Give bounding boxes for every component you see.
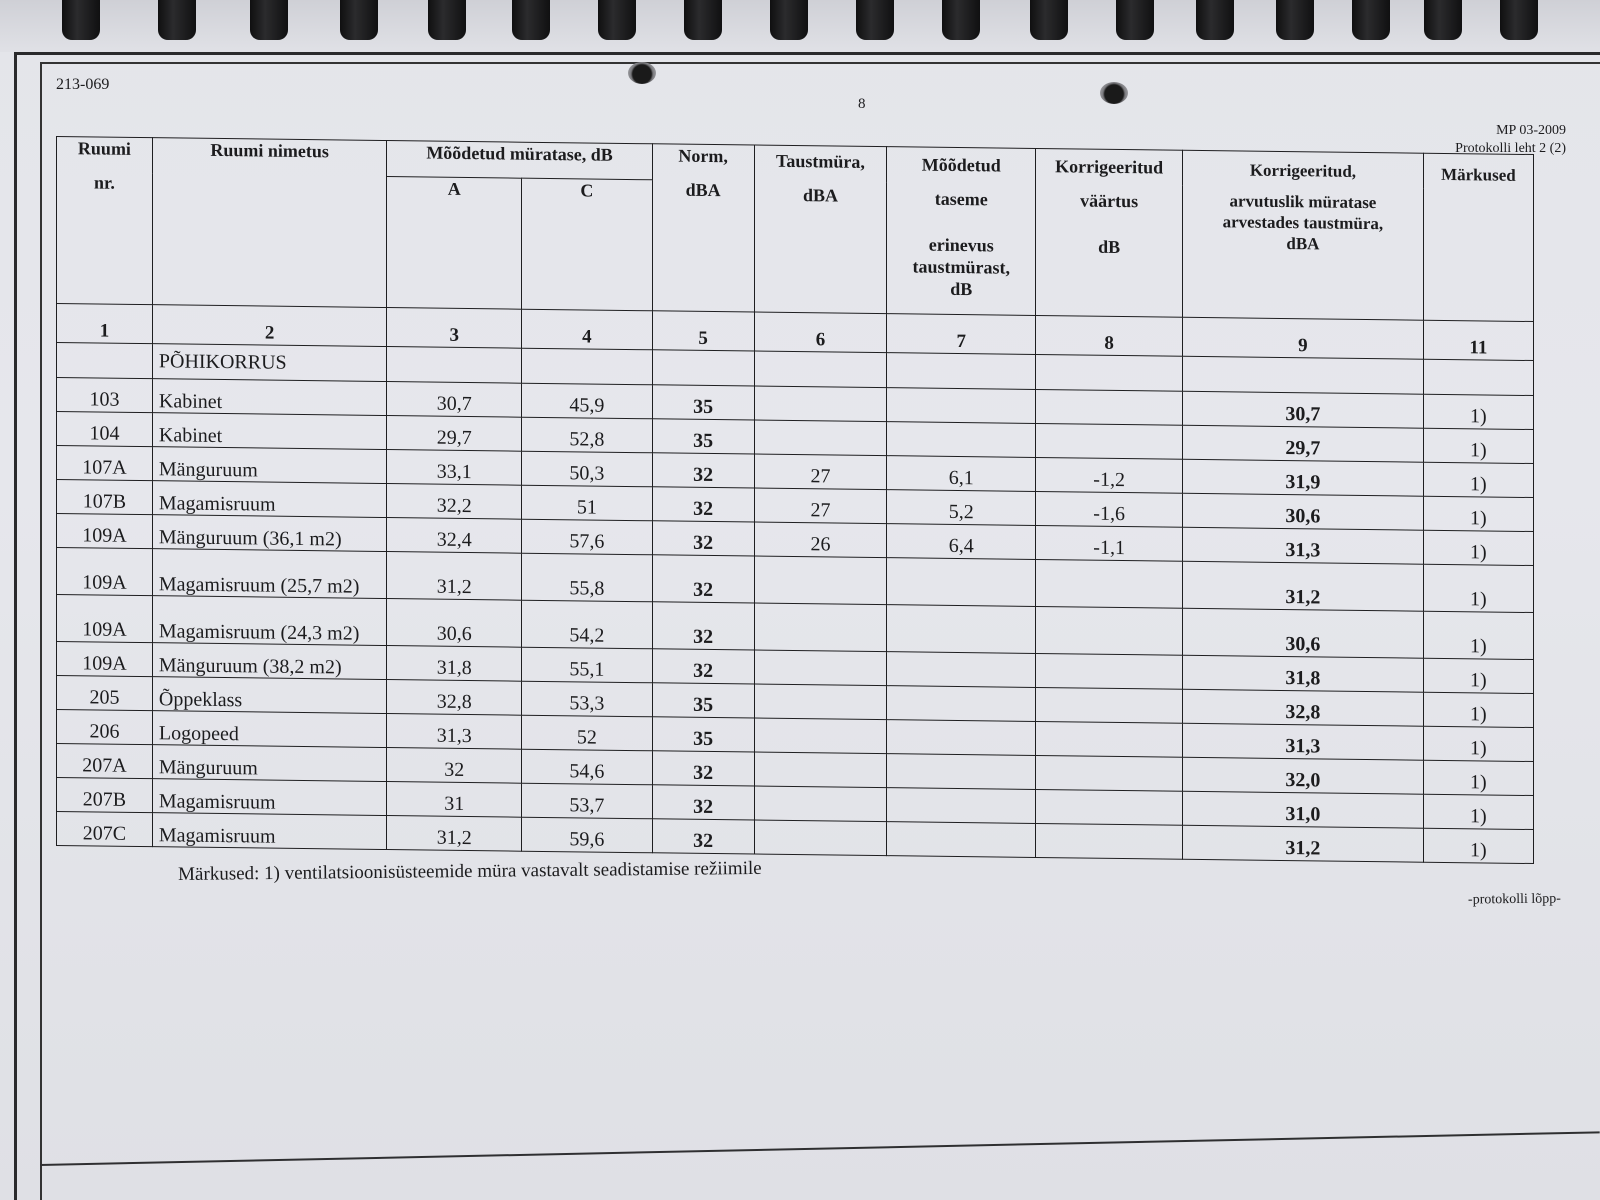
noise-table-wrapper — [56, 136, 1534, 864]
punch-hole — [1100, 82, 1128, 104]
binding-coil — [1500, 0, 1538, 40]
page-edge-top — [14, 52, 1600, 55]
room-name: Logopeed — [152, 711, 387, 748]
level-a: 29,7 — [387, 416, 522, 452]
remark: 1) — [1423, 658, 1533, 693]
background-noise — [754, 718, 887, 754]
correction-value — [1036, 823, 1183, 859]
header-remarks: Märkused — [1423, 153, 1533, 321]
level-difference — [887, 822, 1036, 858]
correction-value: -1,2 — [1036, 457, 1183, 493]
level-c: 52,8 — [522, 417, 653, 453]
level-difference — [887, 686, 1036, 722]
room-number: 104 — [57, 412, 153, 447]
level-difference: 6,4 — [887, 524, 1036, 560]
page-edge-left — [14, 52, 17, 1200]
binding-coil — [1276, 0, 1314, 40]
correction-value — [1036, 721, 1183, 757]
binding-coil — [1116, 0, 1154, 40]
binding-coil — [770, 0, 808, 40]
remark: 1) — [1423, 828, 1533, 863]
level-c: 53,7 — [522, 783, 653, 819]
protocol-code: MP 03-2009 — [1496, 123, 1566, 138]
room-number: 107B — [57, 480, 153, 515]
remark: 1) — [1423, 530, 1533, 565]
level-difference: 5,2 — [887, 490, 1036, 526]
level-difference — [887, 788, 1036, 824]
binding-coil — [856, 0, 894, 40]
background-noise: 27 — [754, 488, 887, 524]
level-difference — [887, 652, 1036, 688]
end-of-protocol: -protokolli lõpp- — [1467, 891, 1562, 908]
header-room-name: Ruumi nimetus — [152, 138, 387, 308]
room-name: Magamisruum — [152, 481, 387, 518]
column-number: 3 — [387, 308, 522, 349]
room-name: Magamisruum (24,3 m2) — [152, 596, 387, 646]
room-number: 103 — [57, 378, 153, 413]
room-number: 205 — [57, 676, 153, 711]
norm-value: 32 — [652, 785, 754, 820]
background-noise — [754, 820, 887, 856]
norm-value: 35 — [652, 717, 754, 752]
binding-coil — [598, 0, 636, 40]
level-c: 55,1 — [522, 647, 653, 683]
level-c: 54,6 — [522, 749, 653, 785]
level-difference — [887, 388, 1036, 424]
floor-label: PÕHIKORRUS — [152, 344, 387, 382]
corrected-level: 30,7 — [1183, 391, 1424, 428]
spiral-binding — [0, 0, 1600, 52]
punch-hole — [628, 62, 656, 84]
level-c: 51 — [522, 485, 653, 521]
corrected-level: 31,0 — [1183, 791, 1424, 828]
correction-value: -1,6 — [1036, 491, 1183, 527]
level-a: 31,2 — [387, 552, 522, 601]
binding-coil — [684, 0, 722, 40]
room-number: 207C — [57, 812, 153, 847]
level-difference — [887, 558, 1036, 607]
corrected-level: 30,6 — [1183, 493, 1424, 530]
remark: 1) — [1423, 428, 1533, 463]
corrected-level: 32,0 — [1183, 757, 1424, 794]
column-number: 7 — [887, 314, 1036, 355]
column-number: 4 — [522, 309, 653, 350]
norm-value: 35 — [652, 385, 754, 420]
norm-value: 35 — [652, 683, 754, 718]
level-difference: 6,1 — [887, 456, 1036, 492]
level-a: 32,8 — [387, 680, 522, 716]
norm-value: 32 — [652, 649, 754, 684]
level-a: 30,7 — [387, 382, 522, 418]
level-difference — [887, 605, 1036, 654]
correction-value — [1036, 789, 1183, 825]
level-a: 32 — [387, 748, 522, 784]
header-measured-level: Mõõdetud müratase, dB — [387, 141, 652, 180]
correction-value — [1036, 687, 1183, 723]
corrected-level: 31,9 — [1183, 459, 1424, 496]
background-noise — [754, 420, 887, 456]
room-number: 109A — [57, 595, 153, 643]
header-a-weighted: A — [387, 176, 522, 309]
remark: 1) — [1423, 794, 1533, 829]
column-number: 2 — [152, 305, 387, 347]
binding-coil — [1352, 0, 1390, 40]
remark: 1) — [1423, 564, 1533, 612]
norm-value: 35 — [652, 419, 754, 454]
remark: 1) — [1423, 760, 1533, 795]
room-number: 207A — [57, 744, 153, 779]
column-number: 5 — [652, 311, 754, 351]
room-name: Magamisruum (25,7 m2) — [152, 549, 387, 599]
correction-value — [1036, 559, 1183, 608]
header-corrected-level: Korrigeeritud, arvutuslik müratase arvestades taustmüra, dBA — [1183, 150, 1424, 320]
table-body — [57, 378, 1534, 864]
room-name: Mänguruum (38,2 m2) — [152, 643, 387, 680]
binding-coil — [62, 0, 100, 40]
level-a: 33,1 — [387, 450, 522, 486]
column-number: 8 — [1036, 315, 1183, 356]
room-number: 109A — [57, 548, 153, 596]
binding-coil — [250, 0, 288, 40]
background-noise — [754, 650, 887, 686]
level-a: 31,2 — [387, 816, 522, 852]
binding-coil — [158, 0, 196, 40]
room-name: Mänguruum (36,1 m2) — [152, 515, 387, 552]
background-noise — [754, 684, 887, 720]
level-c: 55,8 — [522, 553, 653, 602]
level-c: 57,6 — [522, 519, 653, 555]
norm-value: 32 — [652, 555, 754, 603]
header-c-weighted: C — [522, 178, 653, 311]
room-number: 107A — [57, 446, 153, 481]
corrected-level: 31,8 — [1183, 655, 1424, 692]
level-a: 32,4 — [387, 518, 522, 554]
level-c: 50,3 — [522, 451, 653, 487]
footnote: Märkused: 1) ventilatsioonisüsteemide müra vastavalt seadistamise režiimile — [178, 857, 762, 885]
level-a: 31,8 — [387, 646, 522, 682]
background-noise — [754, 603, 887, 652]
background-noise — [754, 386, 887, 422]
background-noise: 27 — [754, 454, 887, 490]
norm-value: 32 — [652, 819, 754, 854]
background-noise — [754, 786, 887, 822]
room-name: Mänguruum — [152, 745, 387, 782]
correction-value — [1036, 423, 1183, 459]
remark: 1) — [1423, 394, 1533, 429]
header-background-noise: Taustmüra, dBA — [754, 145, 887, 314]
corrected-level: 31,3 — [1183, 723, 1424, 760]
protocol-sheet: Protokolli leht 2 (2) — [1455, 141, 1566, 156]
remark: 1) — [1423, 611, 1533, 659]
correction-value — [1036, 606, 1183, 655]
remark: 1) — [1423, 462, 1533, 497]
level-difference — [887, 754, 1036, 790]
binding-coil — [1196, 0, 1234, 40]
column-number: 6 — [754, 312, 887, 353]
room-number: 206 — [57, 710, 153, 745]
document-number: 213-069 — [56, 76, 110, 93]
correction-value — [1036, 653, 1183, 689]
corrected-level: 31,2 — [1183, 825, 1424, 862]
page-number: 8 — [858, 96, 866, 112]
binding-coil — [1030, 0, 1068, 40]
background-noise — [754, 752, 887, 788]
header-correction: Korrigeeritud väärtus dB — [1036, 148, 1183, 317]
level-c: 54,2 — [522, 600, 653, 649]
column-number: 11 — [1423, 320, 1533, 360]
column-number: 1 — [57, 304, 153, 344]
column-number: 9 — [1183, 317, 1424, 359]
room-number: 109A — [57, 642, 153, 677]
binding-coil — [942, 0, 980, 40]
noise-measurement-table — [56, 136, 1534, 864]
level-c: 52 — [522, 715, 653, 751]
header-room-nr: Ruumi nr. — [57, 137, 153, 305]
room-number: 109A — [57, 514, 153, 549]
level-c: 45,9 — [522, 383, 653, 419]
room-number: 207B — [57, 778, 153, 813]
norm-value: 32 — [652, 602, 754, 650]
correction-value: -1,1 — [1036, 525, 1183, 561]
room-name: Magamisruum — [152, 813, 387, 850]
norm-value: 32 — [652, 453, 754, 488]
level-c: 53,3 — [522, 681, 653, 717]
correction-value — [1036, 389, 1183, 425]
header-measured-difference: Mõõdetud taseme erinevus taustmürast, dB — [887, 147, 1036, 316]
header-norm: Norm, dBA — [652, 144, 754, 312]
room-name: Mänguruum — [152, 447, 387, 484]
binding-coil — [1424, 0, 1462, 40]
corrected-level: 29,7 — [1183, 425, 1424, 462]
level-c: 59,6 — [522, 817, 653, 853]
corrected-level: 31,3 — [1183, 527, 1424, 564]
room-name: Õppeklass — [152, 677, 387, 714]
correction-value — [1036, 755, 1183, 791]
level-a: 30,6 — [387, 599, 522, 648]
remark: 1) — [1423, 692, 1533, 727]
norm-value: 32 — [652, 751, 754, 786]
level-difference — [887, 422, 1036, 458]
corrected-level: 32,8 — [1183, 689, 1424, 726]
binding-coil — [428, 0, 466, 40]
level-a: 32,2 — [387, 484, 522, 520]
remark: 1) — [1423, 726, 1533, 761]
level-difference — [887, 720, 1036, 756]
binding-coil — [512, 0, 550, 40]
remark: 1) — [1423, 496, 1533, 531]
norm-value: 32 — [652, 521, 754, 556]
binding-coil — [340, 0, 378, 40]
norm-value: 32 — [652, 487, 754, 522]
room-name: Kabinet — [152, 379, 387, 416]
level-a: 31 — [387, 782, 522, 818]
room-name: Kabinet — [152, 413, 387, 450]
background-noise — [754, 556, 887, 605]
corrected-level: 31,2 — [1183, 561, 1424, 611]
background-noise: 26 — [754, 522, 887, 558]
level-a: 31,3 — [387, 714, 522, 750]
room-name: Magamisruum — [152, 779, 387, 816]
corrected-level: 30,6 — [1183, 608, 1424, 658]
